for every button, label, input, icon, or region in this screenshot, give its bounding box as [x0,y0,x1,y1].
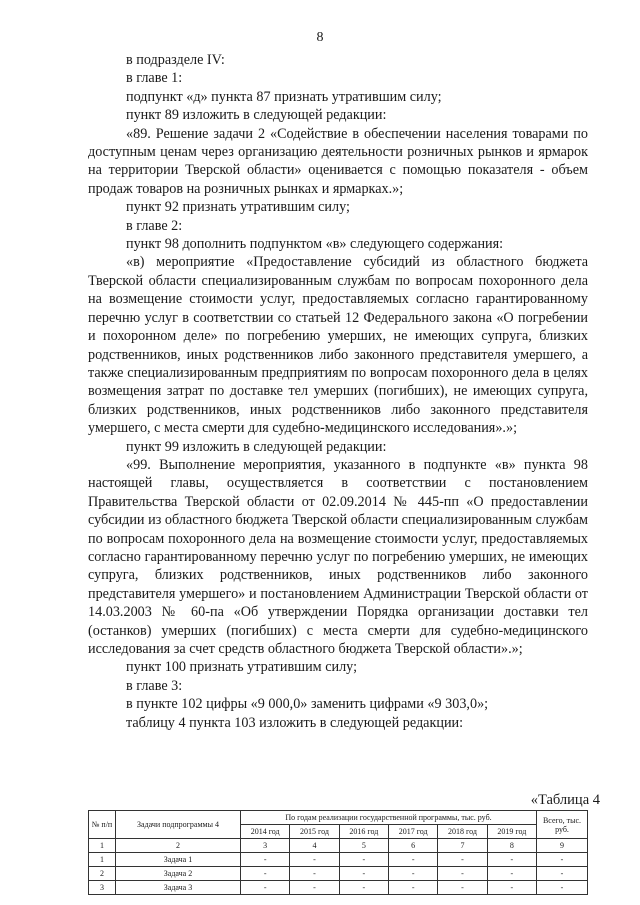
paragraph: пункт 100 признать утратившим силу; [126,659,358,676]
row-cell: - [438,881,487,895]
row-cell: - [241,881,290,895]
row-cell: - [241,867,290,881]
row-cell: - [339,867,388,881]
paragraph: в подразделе IV: [126,52,225,68]
row-cell: - [290,881,339,895]
index-cell: 4 [290,839,339,853]
header-year: 2016 год [339,825,388,839]
table-row [89,881,588,895]
paragraph: пункт 92 признать утратившим силу; [126,199,350,216]
paragraph: «99. Выполнение мероприятия, указанного в подпункте «в» пункта 98 настоящей главы, осуществляется в соответствии с постановлением Правительства Тверской области от 02.09.2014 № 445-пп «О предоставлении субсидии из областного бюджета Тверской области специализированным службам по вопросам похоронного дела на возмещение стоимости услуг, предоставляемых согласно гарантированному перечню услуг по погребению умерших, не имеющих супруга, близких родственников, иных родственников либо законного представителя умершего» и постановлением Администрации Тверской области от 14.03.2003 № 60-па «Об утверждении Порядка организации доставки тел (останков) умерших (погибших) с места смерти для судебно-медицинского исследования за счет средств областного бюджета Тверской области».»; [88,456,588,657]
header-year: 2018 год [438,825,487,839]
index-cell: 5 [339,839,388,853]
row-num: 2 [89,867,116,881]
header-year: 2019 год [487,825,536,839]
index-cell: 6 [388,839,437,853]
table-header-row [89,811,588,825]
index-cell: 1 [89,839,116,853]
header-total: Всего, тыс. руб. [537,811,588,839]
table-caption: «Таблица 4 [530,792,600,808]
paragraph: в пункте 102 цифры «9 000,0» заменить цифрами «9 303,0»; [126,696,489,713]
row-cell: - [339,881,388,895]
row-cell: - [241,853,290,867]
paragraph: пункт 89 изложить в следующей редакции: [126,107,387,124]
header-year: 2017 год [388,825,437,839]
paragraph: в главе 3: [126,677,183,694]
row-cell: - [537,881,588,895]
paragraph: «89. Решение задачи 2 «Содействие в обеспечении населения товарами по доступным ценам через организацию деятельности розничных рынков и ярмарок на территории Тверской области» оценивается с помощью показателя - объем продаж товаров на розничных рынках и ярмарках.»; [88,125,588,197]
header-years-group: По годам реализации государственной программы, тыс. руб. [241,811,537,825]
header-task: Задачи подпрограммы 4 [116,811,241,839]
table-row [89,853,588,867]
row-num: 1 [89,853,116,867]
paragraph: пункт 98 дополнить подпунктом «в» следующего содержания: [126,236,504,253]
paragraph: в главе 1: [126,70,183,87]
header-num: № п/п [89,811,116,839]
index-cell: 3 [241,839,290,853]
row-cell: - [487,867,536,881]
page-number: 8 [316,30,324,45]
index-cell: 9 [537,839,588,853]
row-task: Задача 2 [116,867,241,881]
row-cell: - [388,853,437,867]
row-cell: - [388,881,437,895]
index-cell: 7 [438,839,487,853]
header-year: 2014 год [241,825,290,839]
paragraph: пункт 99 изложить в следующей редакции: [126,438,387,455]
row-cell: - [339,853,388,867]
row-cell: - [487,853,536,867]
paragraph: таблицу 4 пункта 103 изложить в следующей редакции: [126,714,464,731]
row-cell: - [438,867,487,881]
paragraph: в главе 2: [126,217,183,234]
row-cell: - [537,853,588,867]
row-task: Задача 1 [116,853,241,867]
row-cell: - [438,853,487,867]
row-cell: - [537,867,588,881]
row-cell: - [290,867,339,881]
row-cell: - [290,853,339,867]
table-row [89,867,588,881]
document-body [88,51,588,732]
index-cell: 2 [116,839,241,853]
row-num: 3 [89,881,116,895]
header-year: 2015 год [290,825,339,839]
row-task: Задача 3 [116,881,241,895]
paragraph: «в) мероприятие «Предоставление субсидий из областного бюджета Тверской области специализированным службам по вопросам похоронного дела на возмещение стоимости услуг, предоставляемых согласно гарантированному перечню услуг в соответствии со статьей 12 Федерального закона «О погребении и похоронном деле» по погребению умерших, не имеющих супруга, близких родственников, иных родственников либо законного представителя умершего, а также специализированным предприятиям по вопросам похоронного дела в целях возмещения затрат по доставке тел умерших (погибших), не имеющих супруга, близких родственников, иных родственников либо законного представителя умершего, с места смерти для судебно-медицинского исследования».»; [88,254,588,437]
row-cell: - [487,881,536,895]
index-cell: 8 [487,839,536,853]
table-index-row [89,839,588,853]
row-cell: - [388,867,437,881]
table-4 [88,810,588,895]
paragraph: подпункт «д» пункта 87 признать утратившим силу; [126,88,442,105]
